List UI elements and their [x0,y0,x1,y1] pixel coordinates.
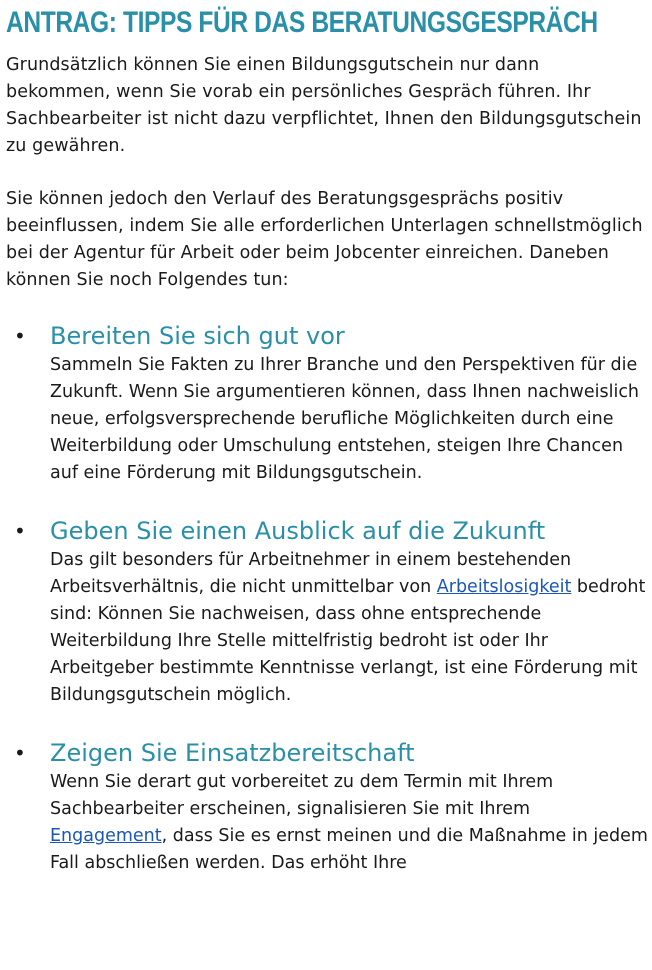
engagement-link[interactable]: Engagement [50,826,162,846]
arbeitslosigkeit-link[interactable]: Arbeitslosigkeit [436,577,572,597]
tip-text-before: Wenn Sie derart gut vorbereitet zu dem Termin mit Ihrem Sachbearbeiter erscheinen, signalisieren Sie mit Ihrem [50,772,554,819]
tip-title: Zeigen Sie Einsatzbereitschaft [50,739,415,767]
tip-title: Geben Sie einen Ausblick auf die Zukunft [50,517,546,545]
page-title: ANTRAG: TIPPS FÜR DAS BERATUNGSGESPRÄCH [6,6,598,39]
tip-text-before: Das gilt besonders für Arbeitnehmer in einem bestehenden Arbeitsverhältnis, die nicht unmittelbar von [50,550,572,597]
tip-text [50,547,648,709]
bullet-icon: • [14,324,26,348]
tip-text [50,769,648,877]
list-item [6,515,648,709]
tip-text-after: , dass Sie es ernst meinen und die Maßnahme in jedem Fall abschließen werden. Das erhöht Ihre [50,826,648,873]
bullet-icon: • [14,519,26,543]
tip-title: Bereiten Sie sich gut vor [50,322,345,350]
tip-text: Sammeln Sie Fakten zu Ihrer Branche und den Perspektiven für die Zukunft. Wenn Sie argumentieren können, dass Ihnen nachweislich neue, erfolgsversprechende berufliche Möglichkeiten durch eine Weiterbildung oder Umschulung entstehen, steigen Ihre Chancen auf eine Förderung mit Bildungsgutschein. [50,355,640,483]
intro-paragraph-2: Sie können jedoch den Verlauf des Beratungsgesprächs positiv beeinflussen, indem Sie alle erforderlichen Unterlagen schnellstmöglich bei der Agentur für Arbeit oder beim Jobcenter einreichen. Daneben können Sie noch Folgendes tun: [6,189,643,290]
intro-paragraph-1: Grundsätzlich können Sie einen Bildungsgutschein nur dann bekommen, wenn Sie vorab ein persönliches Gespräch führen. Ihr Sachbearbeiter ist nicht dazu verpflichtet, Ihnen den Bildungsgutschein zu gewähren. [6,55,642,156]
list-item [6,320,648,487]
bullet-icon: • [14,741,26,765]
tip-text-after: bedroht sind: Können Sie nachweisen, dass ohne entsprechende Weiterbildung Ihre Stelle mittelfristig bedroht ist oder Ihr Arbeitgeber bestimmte Kenntnisse verlangt, ist eine Förderung mit Bildungsgutschein möglich. [50,577,646,705]
list-item [6,737,648,877]
tips-list [6,320,648,877]
